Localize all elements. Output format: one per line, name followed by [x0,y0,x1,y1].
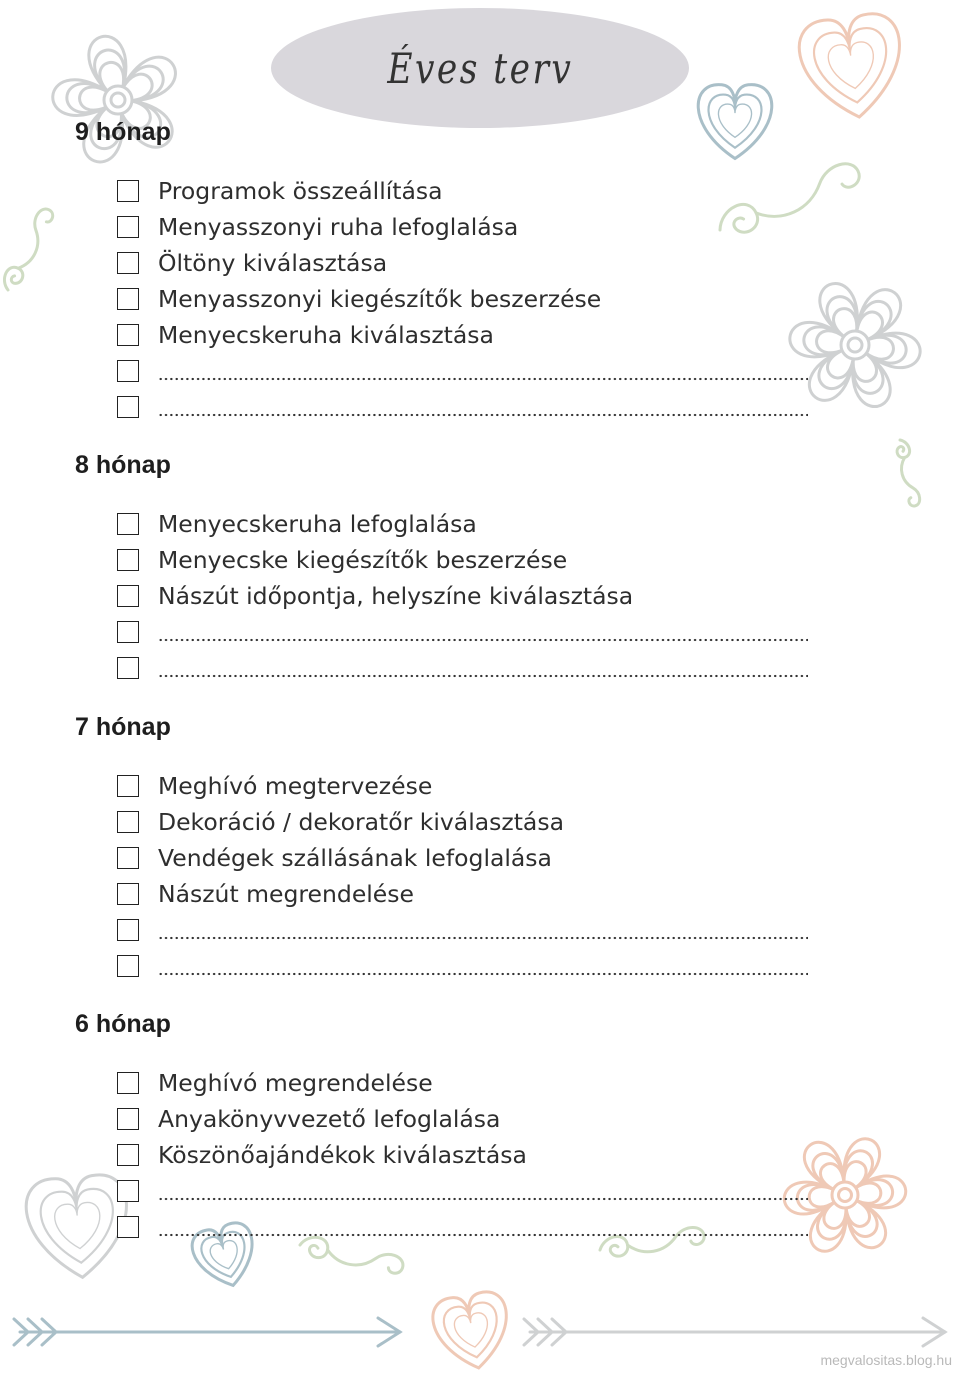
swirl-curl [13,206,55,272]
task-row [117,249,387,277]
heart-outline [430,1289,515,1373]
task-row [117,285,601,313]
blank-task-row [117,916,808,944]
flower-center [841,331,869,359]
dotted-fill-line[interactable] [158,1196,808,1202]
task-label: Anyakönyvvezető lefoglalása [158,1105,501,1133]
heart-outline [453,1311,491,1349]
month-heading: 7 hónap [75,713,171,741]
flower-center [104,86,132,114]
dotted-fill-line[interactable] [158,376,808,382]
dotted-fill-line[interactable] [158,673,808,679]
checkbox[interactable] [117,1108,139,1130]
task-row [117,844,552,872]
checkbox[interactable] [117,513,139,535]
page-title: Éves terv [387,43,573,93]
checkbox[interactable] [117,288,139,310]
task-row [117,510,477,538]
checkbox[interactable] [117,180,139,202]
task-row [117,177,443,205]
checkbox[interactable] [117,216,139,238]
blank-task-row [117,1177,808,1205]
checkbox[interactable] [117,1072,139,1094]
checkbox[interactable] [117,847,139,869]
checkbox[interactable] [117,955,139,977]
task-row [117,1141,527,1169]
swirl-curl [752,158,862,227]
dotted-fill-line[interactable] [158,935,808,941]
heart-outline [718,104,751,137]
dotted-fill-line[interactable] [158,971,808,977]
task-label: Köszönőajándékok kiválasztása [158,1141,527,1169]
task-label: Menyasszonyi ruha lefoglalása [158,213,519,241]
task-row [117,546,567,574]
task-label: Nászút megrendelése [158,880,414,908]
checkbox[interactable] [117,549,139,571]
task-row [117,321,494,349]
task-label: Öltöny kiválasztása [158,249,388,277]
checkbox[interactable] [117,811,139,833]
swirl-curl [0,264,25,293]
blank-task-row [117,654,808,682]
month-heading: 8 hónap [75,451,171,479]
task-row [117,1105,500,1133]
task-row [117,772,432,800]
heart-outline [54,1201,103,1250]
flower-doodle [790,283,920,406]
month-heading: 6 hónap [75,1010,171,1038]
heart-doodle [796,10,909,124]
task-row [117,880,414,908]
swirl-curl [894,438,911,459]
month-heading: 9 hónap [75,118,171,146]
task-label: Dekoráció / dekoratőr kiválasztása [158,808,564,836]
checkbox[interactable] [117,324,139,346]
task-label: Menyasszonyi kiegészítők beszerzése [158,285,602,313]
arrow-doodle [14,1318,400,1346]
dotted-fill-line[interactable] [158,1232,808,1238]
heart-doodle [698,85,772,159]
task-row [117,582,633,610]
task-label: Menyecskeruha lefoglalása [158,510,477,538]
blank-task-row [117,1213,808,1241]
checkbox[interactable] [117,621,139,643]
swirl-curl [714,200,762,243]
swirl-doodle [0,205,55,295]
checkbox[interactable] [117,883,139,905]
checkbox[interactable] [117,585,139,607]
blank-task-row [117,393,808,421]
blank-task-row [117,357,808,385]
task-label: Menyecske kiegészítők beszerzése [158,546,568,574]
checkbox[interactable] [117,252,139,274]
swirl-doodle [714,153,863,245]
arrow-doodle [524,1318,945,1346]
checkbox[interactable] [117,396,139,418]
task-label: Nászút időpontja, helyszíne kiválasztása [158,582,634,610]
checkbox[interactable] [117,657,139,679]
blank-task-row [117,952,808,980]
dotted-fill-line[interactable] [158,637,808,643]
task-row [117,1069,433,1097]
footer-source: megvalositas.blog.hu [820,1352,952,1368]
swirl-curl [326,1244,405,1275]
swirl-doodle [893,438,924,507]
swirl-curl [898,456,922,507]
blank-task-row [117,618,808,646]
checkbox[interactable] [117,1216,139,1238]
checkbox[interactable] [117,1180,139,1202]
task-row [117,213,518,241]
task-label: Menyecskeruha kiválasztása [158,321,494,349]
heart-outline [709,95,762,148]
dotted-fill-line[interactable] [158,412,808,418]
task-label: Meghívó megtervezése [158,772,433,800]
checkbox[interactable] [117,1144,139,1166]
heart-outline [796,10,909,124]
task-label: Meghívó megrendelése [158,1069,433,1097]
flower-center [832,1182,858,1208]
checkbox[interactable] [117,919,139,941]
task-label: Programok összeállítása [158,177,443,205]
task-row [117,808,564,836]
title-oval [271,8,689,128]
checkbox[interactable] [117,360,139,382]
task-label: Vendégek szállásának lefoglalása [158,844,552,872]
heart-outline [827,40,878,91]
heart-doodle [430,1289,515,1373]
checkbox[interactable] [117,775,139,797]
